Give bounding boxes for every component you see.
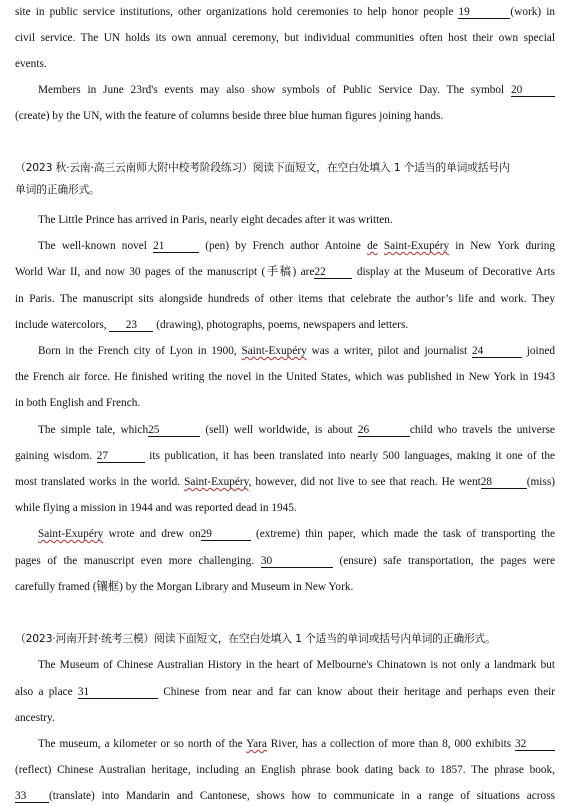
text-line xyxy=(15,449,555,463)
text-line xyxy=(15,554,555,568)
text-line xyxy=(15,396,555,410)
spellcheck-word: Saint-Exupéry xyxy=(241,345,307,357)
text-line xyxy=(15,685,555,699)
answer-blank-25: 25 xyxy=(148,424,200,437)
text-run: (ensure) safe transportation, the pages were xyxy=(332,555,555,567)
text-run: (miss) xyxy=(526,476,555,488)
text-run: (extreme) thin paper, which made the task of transporting the xyxy=(250,528,555,540)
text-line xyxy=(15,57,555,71)
text-run: （2023·河南开封·统考三模）阅读下面短文，在空白处填入 1 个适当的单词或括号内单词的正确形式。 xyxy=(15,632,496,645)
text-run: (pen) by French author Antoine xyxy=(199,240,368,252)
text-run: The well-known novel xyxy=(38,240,154,252)
text-run: (reflect) Chinese Australian heritage, including an English phrase book dating back to 1857. The phrase book, xyxy=(15,764,555,776)
answer-blank-20: 20 xyxy=(511,84,555,97)
text-run: the French air force. He finished writing the novel in the United States, which was published in New York in 1943 xyxy=(15,371,555,383)
text-run: 单词的正确形式。 xyxy=(15,183,100,196)
text-line xyxy=(15,763,555,777)
text-run: include watercolors, xyxy=(15,319,110,331)
text-line xyxy=(15,370,555,384)
text-run: The Little Prince has arrived in Paris, nearly eight decades after it was written. xyxy=(38,214,393,226)
text-line xyxy=(38,658,555,672)
text-run: (drawing), photographs, poems, newspapers and letters. xyxy=(153,319,409,331)
text-run: River, has a collection of more than 8, 000 exhibits xyxy=(266,738,515,750)
answer-blank-28: 28 xyxy=(481,476,527,489)
answer-blank-27: 27 xyxy=(97,450,145,463)
text-line xyxy=(15,318,555,332)
answer-blank-21: 21 xyxy=(153,240,199,253)
spellcheck-word: de xyxy=(367,240,378,252)
text-line xyxy=(38,344,555,358)
text-line xyxy=(15,5,555,19)
answer-blank-29: 29 xyxy=(201,528,251,541)
answer-blank-19: 19 xyxy=(458,6,510,19)
spellcheck-word: Saint-Exupéry xyxy=(383,240,450,252)
text-run: ancestry. xyxy=(15,712,55,724)
answer-blank-23: 23 xyxy=(109,319,153,332)
text-run: gaining wisdom. xyxy=(15,450,97,462)
answer-blank-31: 31 xyxy=(78,686,158,699)
text-run: joined xyxy=(521,345,556,357)
text-run: The museum, a kilometer or so north of the xyxy=(38,738,247,750)
text-run: (translate) into Mandarin and Cantonese, shows how to communicate in a range of situations across xyxy=(49,790,555,802)
answer-blank-33: 33 xyxy=(15,790,49,803)
answer-blank-26: 26 xyxy=(358,424,410,437)
text-run: World War II, and now 30 pages of the manuscript (手稿) are xyxy=(15,266,315,278)
exercise-heading-line xyxy=(15,161,555,175)
text-line xyxy=(38,527,555,541)
text-run: site in public service institutions, other organizations hold ceremonies to help honor people xyxy=(15,6,459,18)
text-line xyxy=(15,265,555,279)
spellcheck-word: Saint-Exupéry xyxy=(184,476,249,488)
text-line xyxy=(15,31,555,45)
text-run: Members in June 23rd's events may also show symbols of Public Service Day. The symbol xyxy=(38,84,511,96)
text-run: (create) by the UN, with the feature of columns beside three blue human figures joining hands. xyxy=(15,110,444,122)
text-line xyxy=(38,737,555,751)
text-run: while flying a mission in 1944 and was reported dead in 1945. xyxy=(15,502,297,514)
text-run: pages of the manuscript even more challenging. xyxy=(15,555,261,567)
text-run: was a writer, pilot and journalist xyxy=(306,345,472,357)
text-line xyxy=(15,789,555,803)
text-run: (sell) well worldwide, is about xyxy=(200,424,358,436)
text-line xyxy=(15,292,555,306)
spellcheck-word: Yara xyxy=(246,738,267,750)
spellcheck-word: Saint-Exupéry xyxy=(38,528,104,540)
text-run: wrote and drew on xyxy=(103,528,201,540)
text-run: in Paris. The manuscript sits alongside hundreds of other items that celebrate the author’s life and work. They xyxy=(15,293,555,305)
answer-blank-24: 24 xyxy=(472,345,522,358)
text-run: （2023 秋·云南·高三云南师大附中校考阶段练习）阅读下面短文，在空白处填入 1 个适当的单词或括号内 xyxy=(15,161,510,174)
text-line xyxy=(15,475,555,489)
text-run: The Museum of Chinese Australian History in the heart of Melbourne's Chinatown is not only a landmark but xyxy=(38,659,555,671)
answer-blank-30: 30 xyxy=(261,555,333,568)
text-line xyxy=(15,109,555,123)
text-run: events. xyxy=(15,58,47,70)
answer-blank-32: 32 xyxy=(515,738,555,751)
text-run: The simple tale, which xyxy=(38,424,149,436)
text-line xyxy=(38,423,555,437)
text-run: child who travels the universe xyxy=(409,424,555,436)
text-run: in both English and French. xyxy=(15,397,141,409)
exercise-heading-line xyxy=(15,183,555,197)
text-run: in New York during xyxy=(449,240,556,252)
text-line xyxy=(38,213,555,227)
text-run: carefully framed (镶框) by the Morgan Library and Museum in New York. xyxy=(15,581,354,593)
text-run: (work) in xyxy=(510,6,555,18)
text-line xyxy=(38,239,555,253)
answer-blank-22: 22 xyxy=(314,266,352,279)
text-run: also a place xyxy=(15,686,78,698)
text-line xyxy=(15,711,555,725)
exercise-heading-line xyxy=(15,632,555,646)
text-run: its publication, it has been translated into nearly 500 languages, making it one of the xyxy=(144,450,555,462)
text-line xyxy=(15,501,555,515)
text-run: Born in the French city of Lyon in 1900, xyxy=(38,345,242,357)
text-line xyxy=(15,580,555,594)
text-run: Chinese from near and far can know about their heritage and perhaps even their xyxy=(157,686,556,698)
text-line xyxy=(38,83,555,97)
text-run: civil service. The UN holds its own annual ceremony, but individual communities often host their own special xyxy=(15,32,555,44)
text-run: most translated works in the world. xyxy=(15,476,185,488)
text-run: display at the Museum of Decorative Arts xyxy=(352,266,555,278)
text-run: , however, did not live to see that reach. He went xyxy=(248,476,481,488)
